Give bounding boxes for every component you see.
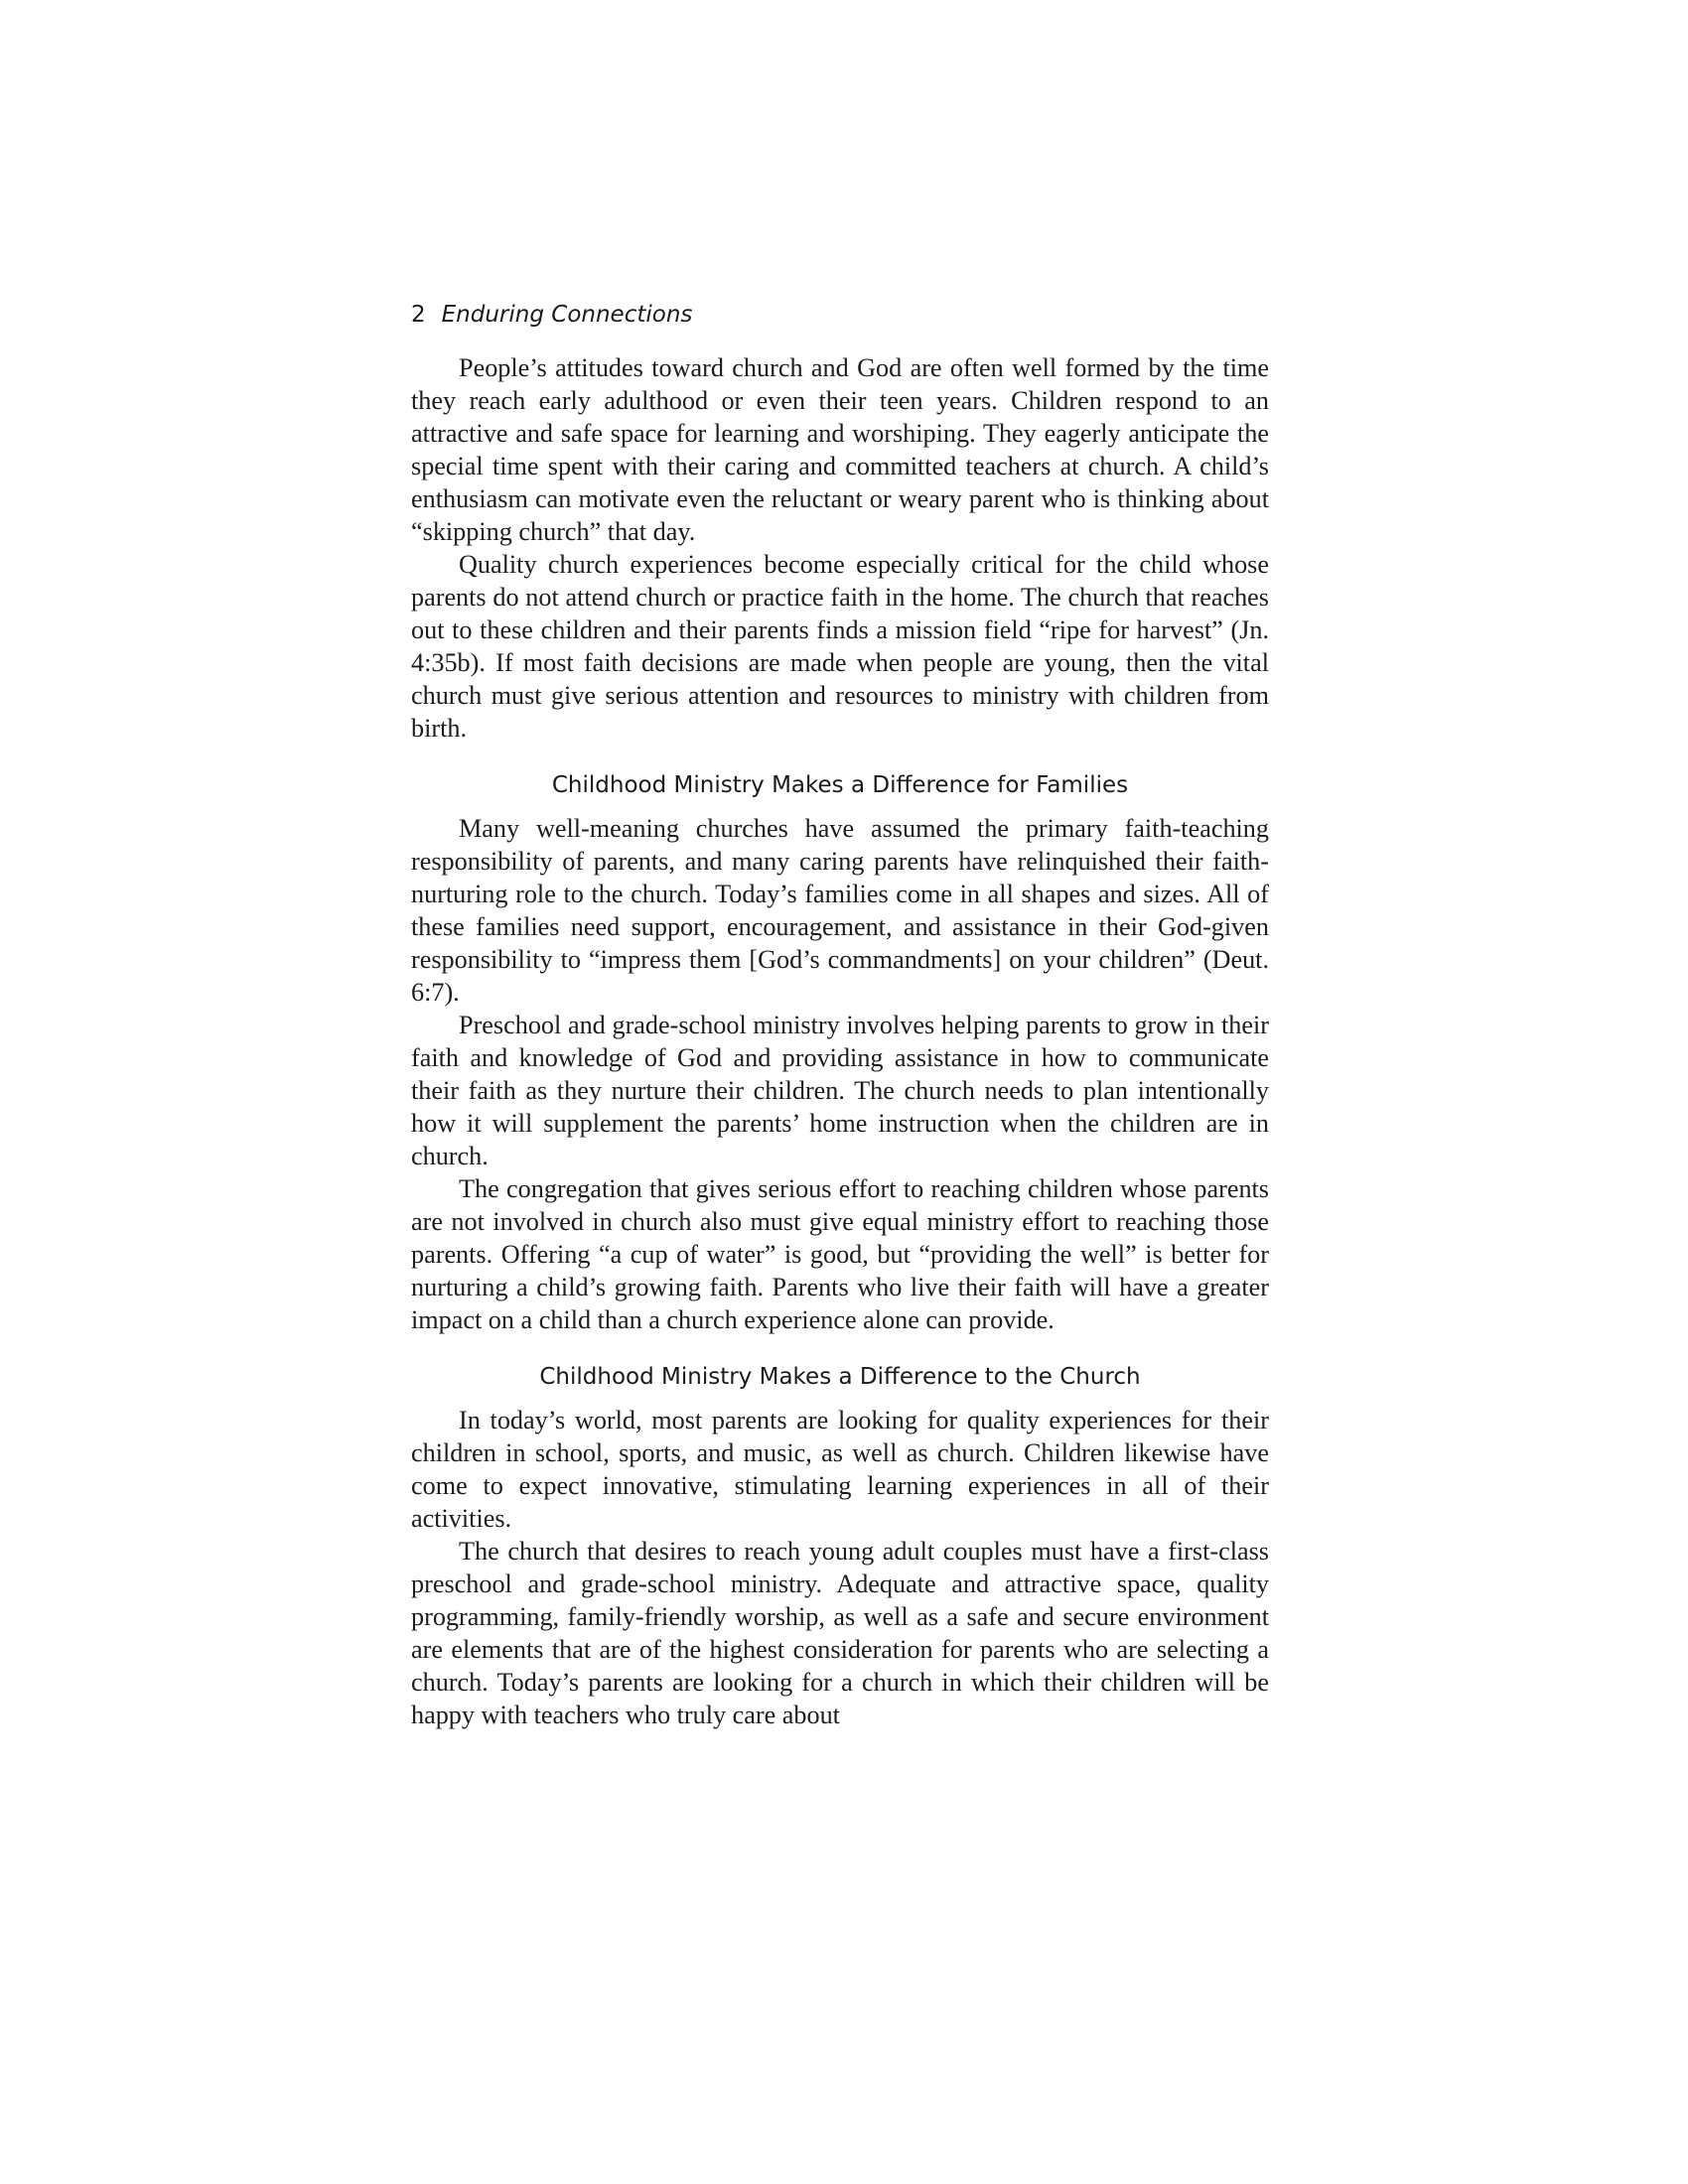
section-heading-families: Childhood Ministry Makes a Difference for Families [551, 772, 1129, 798]
text-block [411, 300, 1269, 1731]
paragraph: The congregation that gives serious effort to reaching children whose parents are not involved in church also must give equal ministry effort to reaching those parents. Offering “a cup of water” is good, but “providing the well” is better for nurturing a child’s growing faith. Parents who live their faith will have a greater impact on a child than a church experience alone can provide. [411, 1174, 1269, 1334]
section-heading-church: Childhood Ministry Makes a Difference to the Church [539, 1364, 1141, 1390]
paragraph: The church that desires to reach young adult couples must have a first-class preschool and grade-school ministry. Adequate and attractive space, quality programming, family-friendly worship, as well as a safe and secure environment are elements that are of the highest consideration for parents who are selecting a church. Today’s parents are looking for a church in which their children will be happy with teachers who truly care about [411, 1537, 1269, 1729]
paragraph: Quality church experiences become especially critical for the child whose parents do not attend church or practice faith in the home. The church that reaches out to these children and their parents finds a mission field “ripe for harvest” (Jn. 4:35b). If most faith decisions are made when people are young, then the vital church must give serious attention and resources to ministry with children from birth. [411, 550, 1269, 743]
paragraph: People’s attitudes toward church and God are often well formed by the time they reach early adulthood or even their teen years. Children respond to an attractive and safe space for learning and worshiping. They eagerly anticipate the special time spent with their caring and committed teachers at church. A child’s enthusiasm can motivate even the reluctant or weary parent who is thinking about “skipping church” that day. [411, 353, 1269, 546]
page-number: 2 [411, 302, 426, 328]
paragraph: Many well-meaning churches have assumed the primary faith-teaching responsibility of parents, and many caring parents have relinquished their faith-nurturing role to the church. Today’s families come in all shapes and sizes. All of these families need support, encouragement, and assistance in their God-given responsibility to “impress them [God’s commandments] on your children” (Deut. 6:7). [411, 814, 1269, 1007]
book-title: Enduring Connections [441, 302, 693, 328]
paragraph: Preschool and grade-school ministry involves helping parents to grow in their faith and knowledge of God and providing assistance in how to communicate their faith as they nurture their children. The church needs to plan intentionally how it will supplement the parents’ home instruction when the children are in church. [411, 1011, 1269, 1170]
running-head [411, 300, 1269, 330]
paragraph: In today’s world, most parents are looking for quality experiences for their children in school, sports, and music, as well as church. Children likewise have come to expect innovative, stimulating learning experiences in all of their activities. [411, 1406, 1269, 1533]
